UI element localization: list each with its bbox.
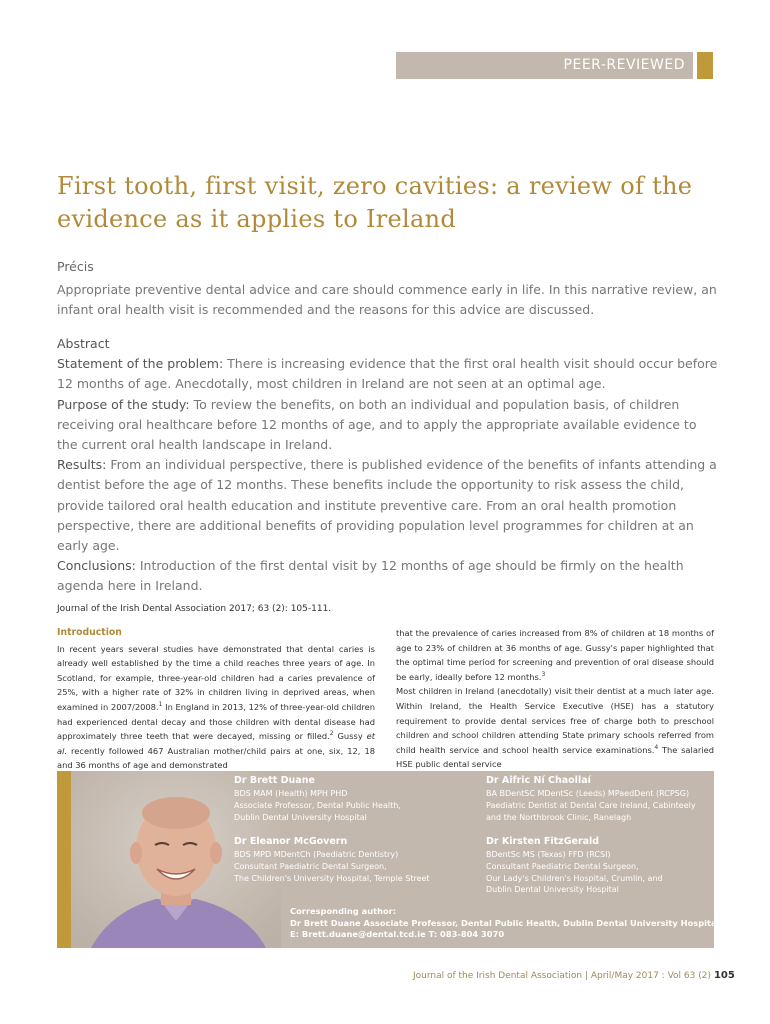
author-name: Dr Eleanor McGovern — [234, 836, 348, 847]
introduction-heading: Introduction — [57, 627, 122, 638]
corresponding-details: Dr Brett Duane Associate Professor, Dental Public Health, Dublin Dental University Hospital — [290, 917, 720, 928]
author-kirsten-fitzgerald — [486, 835, 663, 896]
author-quals: BA BDentSC MDentSc (Leeds) MPaedDent (RCPSG) — [486, 789, 690, 798]
author-affiliation: Consultant Paediatric Dental Surgeon, — [234, 861, 387, 871]
page-footer — [413, 970, 735, 981]
author-affiliation: Dublin Dental University Hospital — [234, 812, 367, 822]
author-affiliation: Dublin Dental University Hospital — [486, 885, 619, 895]
author-affiliation: The Children's University Hospital, Temple Street — [234, 873, 430, 883]
corresponding-contact[interactable]: E: Brett.duane@dental.tcd.ie T: 083-804 3070 — [290, 929, 505, 940]
abstract-purpose-text: To review the benefits, on both an individual and population basis, of children receiving oral healthcare before 12 months of age, and to apply the appropriate available evidence to the current oral health landscape in Ireland. — [57, 396, 697, 453]
body-column-right — [396, 626, 714, 772]
author-affiliation: Our Lady's Children's Hospital, Crumlin, and — [486, 873, 663, 883]
peer-reviewed-label: PEER-REVIEWED — [563, 57, 685, 73]
peer-reviewed-banner — [396, 52, 693, 79]
abstract-problem-label: Statement of the problem: — [57, 356, 224, 372]
precis-text: Appropriate preventive dental advice and care should commence early in life. In this narrative review, an infant oral health visit is recommended and the reasons for this advice are discussed. — [57, 282, 717, 317]
author-affiliation: and the Northbrook Clinic, Ranelagh — [486, 812, 632, 822]
peer-reviewed-accent — [697, 52, 713, 79]
intro-paragraph-2: Most children in Ireland (anecdotally) visit their dentist at a much later age. Within Ireland, the Health Service Executive (HSE) has a statutory requirement to provide dental services free of charge both to preschool children and school children attending State primary schools referred from child health service and school health service examinations.$^4$ The salaried HSE public dental service — [396, 686, 714, 770]
corresponding-label: Corresponding author: — [290, 906, 397, 916]
abstract-heading: Abstract — [57, 336, 110, 351]
article-title: First tooth, first visit, zero cavities: a review of the evidence as it applies to Ireland — [57, 172, 693, 233]
abstract-conclusions-label: Conclusions: — [57, 558, 136, 574]
reference-3[interactable]: 3 — [541, 671, 546, 679]
abstract-results-label: Results: — [57, 457, 107, 473]
corresponding-author — [290, 906, 719, 941]
abstract-problem-text: There is increasing evidence that the first oral health visit should occur before 12 months of age. Anecdotally, most children in Ireland are not seen at an optimal age. — [57, 356, 718, 392]
abstract-conclusions — [57, 556, 719, 596]
journal-citation: Journal of the Irish Dental Association 2017; 63 (2): 105-111. — [57, 604, 332, 614]
abstract-problem — [57, 354, 719, 394]
author-quals: BDS MPD MDentCh (Paediatric Dentistry) — [234, 850, 399, 859]
abstract-purpose-label: Purpose of the study: — [57, 396, 190, 412]
abstract-results — [57, 455, 719, 556]
abstract-results-text: From an individual perspective, there is published evidence of the benefits of infants attending a dentist before the age of 12 months. These benefits include the opportunity to risk assess the child, provide tailored oral health education and institute preventive care. From an oral health promotion perspective, there are additional benefits of providing population level programmes for children at an early age. — [57, 457, 717, 554]
author-affiliation: Paediatric Dentist at Dental Care Ireland, Cabinteely — [486, 800, 696, 810]
reference-2[interactable]: 2 — [329, 730, 334, 738]
author-quals: BDentSc MS (Texas) FFD (RCSI) — [486, 850, 611, 859]
reference-1[interactable]: 1 — [158, 701, 163, 709]
author-eleanor-mcgovern — [234, 835, 430, 884]
footer-journal: Journal of the Irish Dental Association | April/May 2017 : Vol 63 (2) — [413, 971, 711, 981]
author-affiliation: Consultant Paediatric Dental Surgeon, — [486, 861, 639, 871]
abstract-conclusions-text: Introduction of the first dental visit by 12 months of age should be firmly on the health agenda here in Ireland. — [57, 558, 684, 594]
author-brett-duane — [234, 774, 401, 823]
abstract-purpose — [57, 395, 719, 456]
author-quals: BDS MAM (Health) MPH PHD — [234, 789, 348, 798]
author-name: Dr Kirsten FitzGerald — [486, 836, 600, 847]
intro-paragraph-1-cont: that the prevalence of caries increased from 8% of children at 18 months of age to 23% of children at 36 months of age. Gussy's paper highlighted that the optimal time period for screening and prevention of oral disease should be early, ideally before 12 months.$^3$ — [396, 628, 714, 682]
precis-heading: Précis — [57, 259, 94, 274]
page-number: 105 — [713, 970, 735, 981]
author-name: Dr Brett Duane — [234, 775, 315, 786]
author-aifric-ni-chaollai — [486, 774, 696, 823]
body-column-left — [57, 626, 375, 773]
abstract — [57, 334, 719, 597]
intro-paragraph-1: In recent years several studies have demonstrated that dental caries is already well established by the time a child reaches three years of age. In Scotland, for example, three-year-old children had a caries prevalence of 25%, with a higher rate of 32% in children living in deprived areas, when examined in 2007/2008.$^1$ In England in 2013, 12% of three-year-old children had experienced dental decay and those children with dental disease had approximately three teeth that were decayed, missing or filled.$^2$ Gussy et al. recently followed 467 Australian mother/child pairs at one, six, 12, 18 and 36 months of age and demonstrated — [57, 643, 375, 771]
authors-panel-accent — [57, 771, 71, 948]
reference-4[interactable]: 4 — [654, 743, 659, 751]
author-name: Dr Aifric Ní Chaollaí — [486, 775, 591, 786]
author-affiliation: Associate Professor, Dental Public Health, — [234, 800, 401, 810]
